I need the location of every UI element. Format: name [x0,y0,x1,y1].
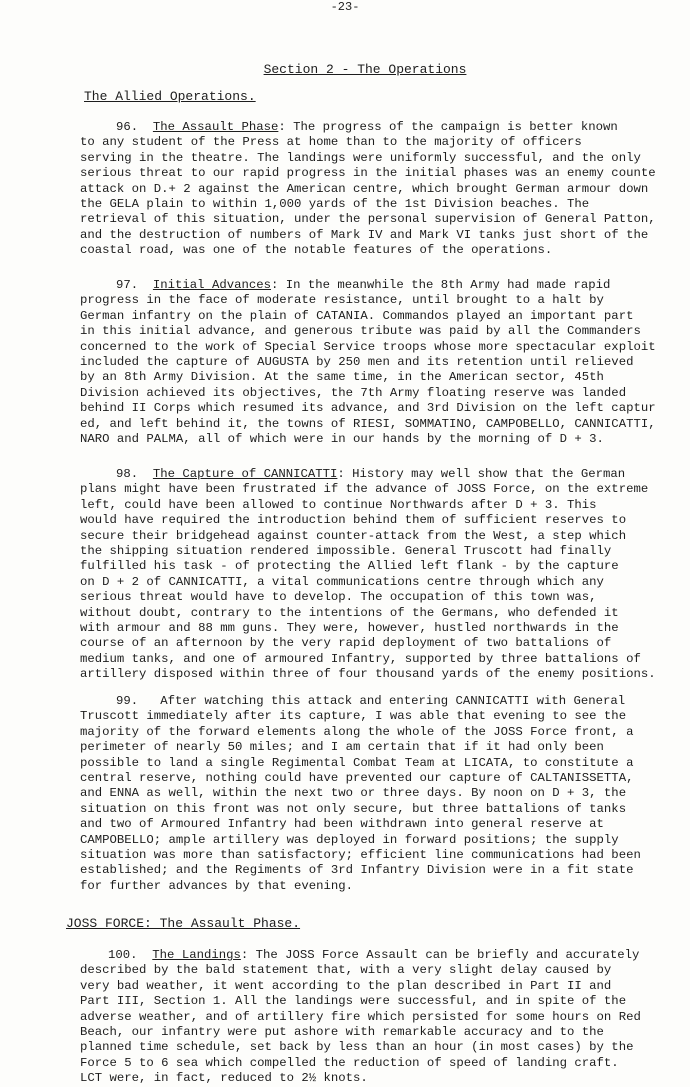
paragraph-line: retrieval of this situation, under the personal supervision of General Patton, [80,212,656,227]
paragraph-line: majority of the forward elements along the whole of the JOSS Force front, a [80,724,634,739]
paragraph-97 [80,278,680,447]
paragraph-line: with armour and 88 mm guns. They were, however, hustled northwards in the [80,621,619,636]
section-title: Section 2 - The Operations [263,62,467,77]
paragraph-number: 96. [116,120,139,134]
paragraph-line: the shipping situation rendered impossible. General Truscott had finally [80,544,612,559]
paragraph-line: by an 8th Army Division. At the same time, in the American sector, 45th [80,370,604,385]
paragraph-first-line [80,120,680,135]
paragraph-line: without doubt, contrary to the intentions of the Germans, who defended it [80,605,619,620]
paragraph-line: situation on this front was not only secure, but three battalions of tanks [80,801,627,816]
paragraph-line: attack on D.+ 2 against the American centre, which brought German armour down [80,181,649,196]
paragraph-line: course of an afternoon by the very rapid deployment of two battalions of [80,636,612,651]
paragraph-line: : In the meanwhile the 8th Army had made rapid [270,278,611,292]
paragraph-line: : The progress of the campaign is better known [278,120,618,134]
allied-operations-heading: The Allied Operations. [84,89,256,104]
paragraph-number: 98. [116,467,139,481]
paragraph-line: plans might have been frustrated if the advance of JOSS Force, on the extreme [80,482,649,497]
paragraph-line: situation was more than satisfactory; efficient line communications had been [80,848,641,863]
paragraph-line: : The JOSS Force Assault can be briefly and accurately [240,948,640,962]
paragraph-line: After watching this attack and entering CANNICATTI with General [160,694,626,708]
paragraph-line: German infantry on the plain of CATANIA. Commandos played an important part [80,308,634,323]
paragraph-first-line [80,467,680,482]
joss-force-heading: JOSS FORCE: The Assault Phase. [66,916,301,931]
paragraph-line: central reserve, nothing could have prevented our capture of CALTANISSETTA, [80,771,634,786]
paragraph-line: in this initial advance, and generous tribute was paid by all the Commanders [80,324,641,339]
paragraph-line: ed, and left behind it, the towns of RIESI, SOMMATINO, CAMPOBELLO, CANNICATTI, [80,416,656,431]
paragraph-line: planned time schedule, set back by less than an hour (in most cases) by the [80,1040,634,1055]
paragraph-number: 99. [116,694,139,708]
paragraph-line: secure their bridgehead against counter-attack from the West, a step which [80,528,627,543]
paragraph-line: and ENNA as well, within the next two or three days. By noon on D + 3, the [80,786,627,801]
paragraph-line: very bad weather, it went according to the plan described in Part II and [80,978,612,993]
paragraph-line: for further advances by that evening. [80,878,354,893]
paragraph-line: Beach, our infantry were put ashore with remarkable accuracy and to the [80,1025,604,1040]
paragraph-line: Force 5 to 6 sea which compelled the reduction of speed of landing craft. [80,1055,619,1070]
page-number: -23- [330,0,360,14]
paragraph-line: serious threat to our rapid progress in the initial phases was an enemy counte [80,166,656,181]
paragraph-number: 97. [116,278,139,292]
paragraph-line: LCT were, in fact, reduced to 2½ knots. [80,1071,368,1086]
paragraph-line: described by the bald statement that, with a very slight delay caused by [80,963,612,978]
paragraph-line: serious threat would have to develop. The occupation of this town was, [80,590,597,605]
paragraph-99 [80,694,680,894]
paragraph-line: CAMPOBELLO; ample artillery was deployed in forward positions; the supply [80,832,619,847]
paragraph-line: progress in the face of moderate resistance, until brought to a halt by [80,293,604,308]
paragraph-line: Part III, Section 1. All the landings were successful, and in spite of the [80,994,627,1009]
paragraph-line: established; and the Regiments of 3rd Infantry Division were in a fit state [80,863,634,878]
paragraph-line: and two of Armoured Infantry had been withdrawn into general reserve at [80,817,604,832]
paragraph-line: would have required the introduction behind them of sufficient reserves to [80,513,627,528]
paragraph-line: to any student of the Press at home than to the majority of officers [80,135,582,150]
paragraph-line: the GELA plain to within 1,000 yards of the 1st Division beaches. The [80,197,590,212]
paragraph-line: adverse weather, and of artillery fire which persisted for some hours on Red [80,1009,641,1024]
paragraph-98 [80,467,680,683]
paragraph-line: possible to land a single Regimental Combat Team at LICATA, to constitute a [80,755,634,770]
paragraph-heading: The Capture of CANNICATTI [152,467,338,481]
paragraph-heading: Initial Advances [152,278,271,292]
paragraph-line: : History may well show that the German [337,467,626,481]
paragraph-line: fulfilled his task - of protecting the Allied left flank - by the capture [80,559,619,574]
paragraph-first-line [80,694,680,709]
paragraph-line: left, could have been allowed to continue Northwards after D + 3. This [80,497,597,512]
paragraph-line: behind II Corps which resumed its advance, and 3rd Division on the left captur [80,401,656,416]
paragraph-line: coastal road, was one of the notable features of the operations. [80,243,553,258]
paragraph-heading: The Landings [152,948,241,962]
paragraph-heading: The Assault Phase [152,120,279,134]
paragraph-line: medium tanks, and one of armoured Infantry, supported by three battalions of [80,651,641,666]
paragraph-first-line [80,948,680,963]
paragraph-line: serving in the theatre. The landings were uniformly successful, and the only [80,150,641,165]
paragraph-line: concerned to the work of Special Service troops whose more spectacular exploit [80,339,656,354]
paragraph-line: NARO and PALMA, all of which were in our hands by the morning of D + 3. [80,432,604,447]
paragraph-100 [80,948,680,1087]
paragraph-line: on D + 2 of CANNICATTI, a vital communications centre through which any [80,574,604,589]
paragraph-line: artillery disposed within three of four thousand yards of the enemy positions. [80,667,656,682]
paragraph-96 [80,120,680,259]
paragraph-line: Truscott immediately after its capture, I was able that evening to see the [80,709,627,724]
paragraph-line: perimeter of nearly 50 miles; and I am certain that if it had only been [80,740,604,755]
paragraph-line: and the destruction of numbers of Mark IV and Mark VI tanks just short of the [80,227,649,242]
paragraph-line: included the capture of AUGUSTA by 250 men and its retention until relieved [80,355,634,370]
paragraph-line: Division achieved its objectives, the 7th Army floating reserve was landed [80,385,627,400]
paragraph-first-line [80,278,680,293]
paragraph-number: 100. [108,948,138,962]
